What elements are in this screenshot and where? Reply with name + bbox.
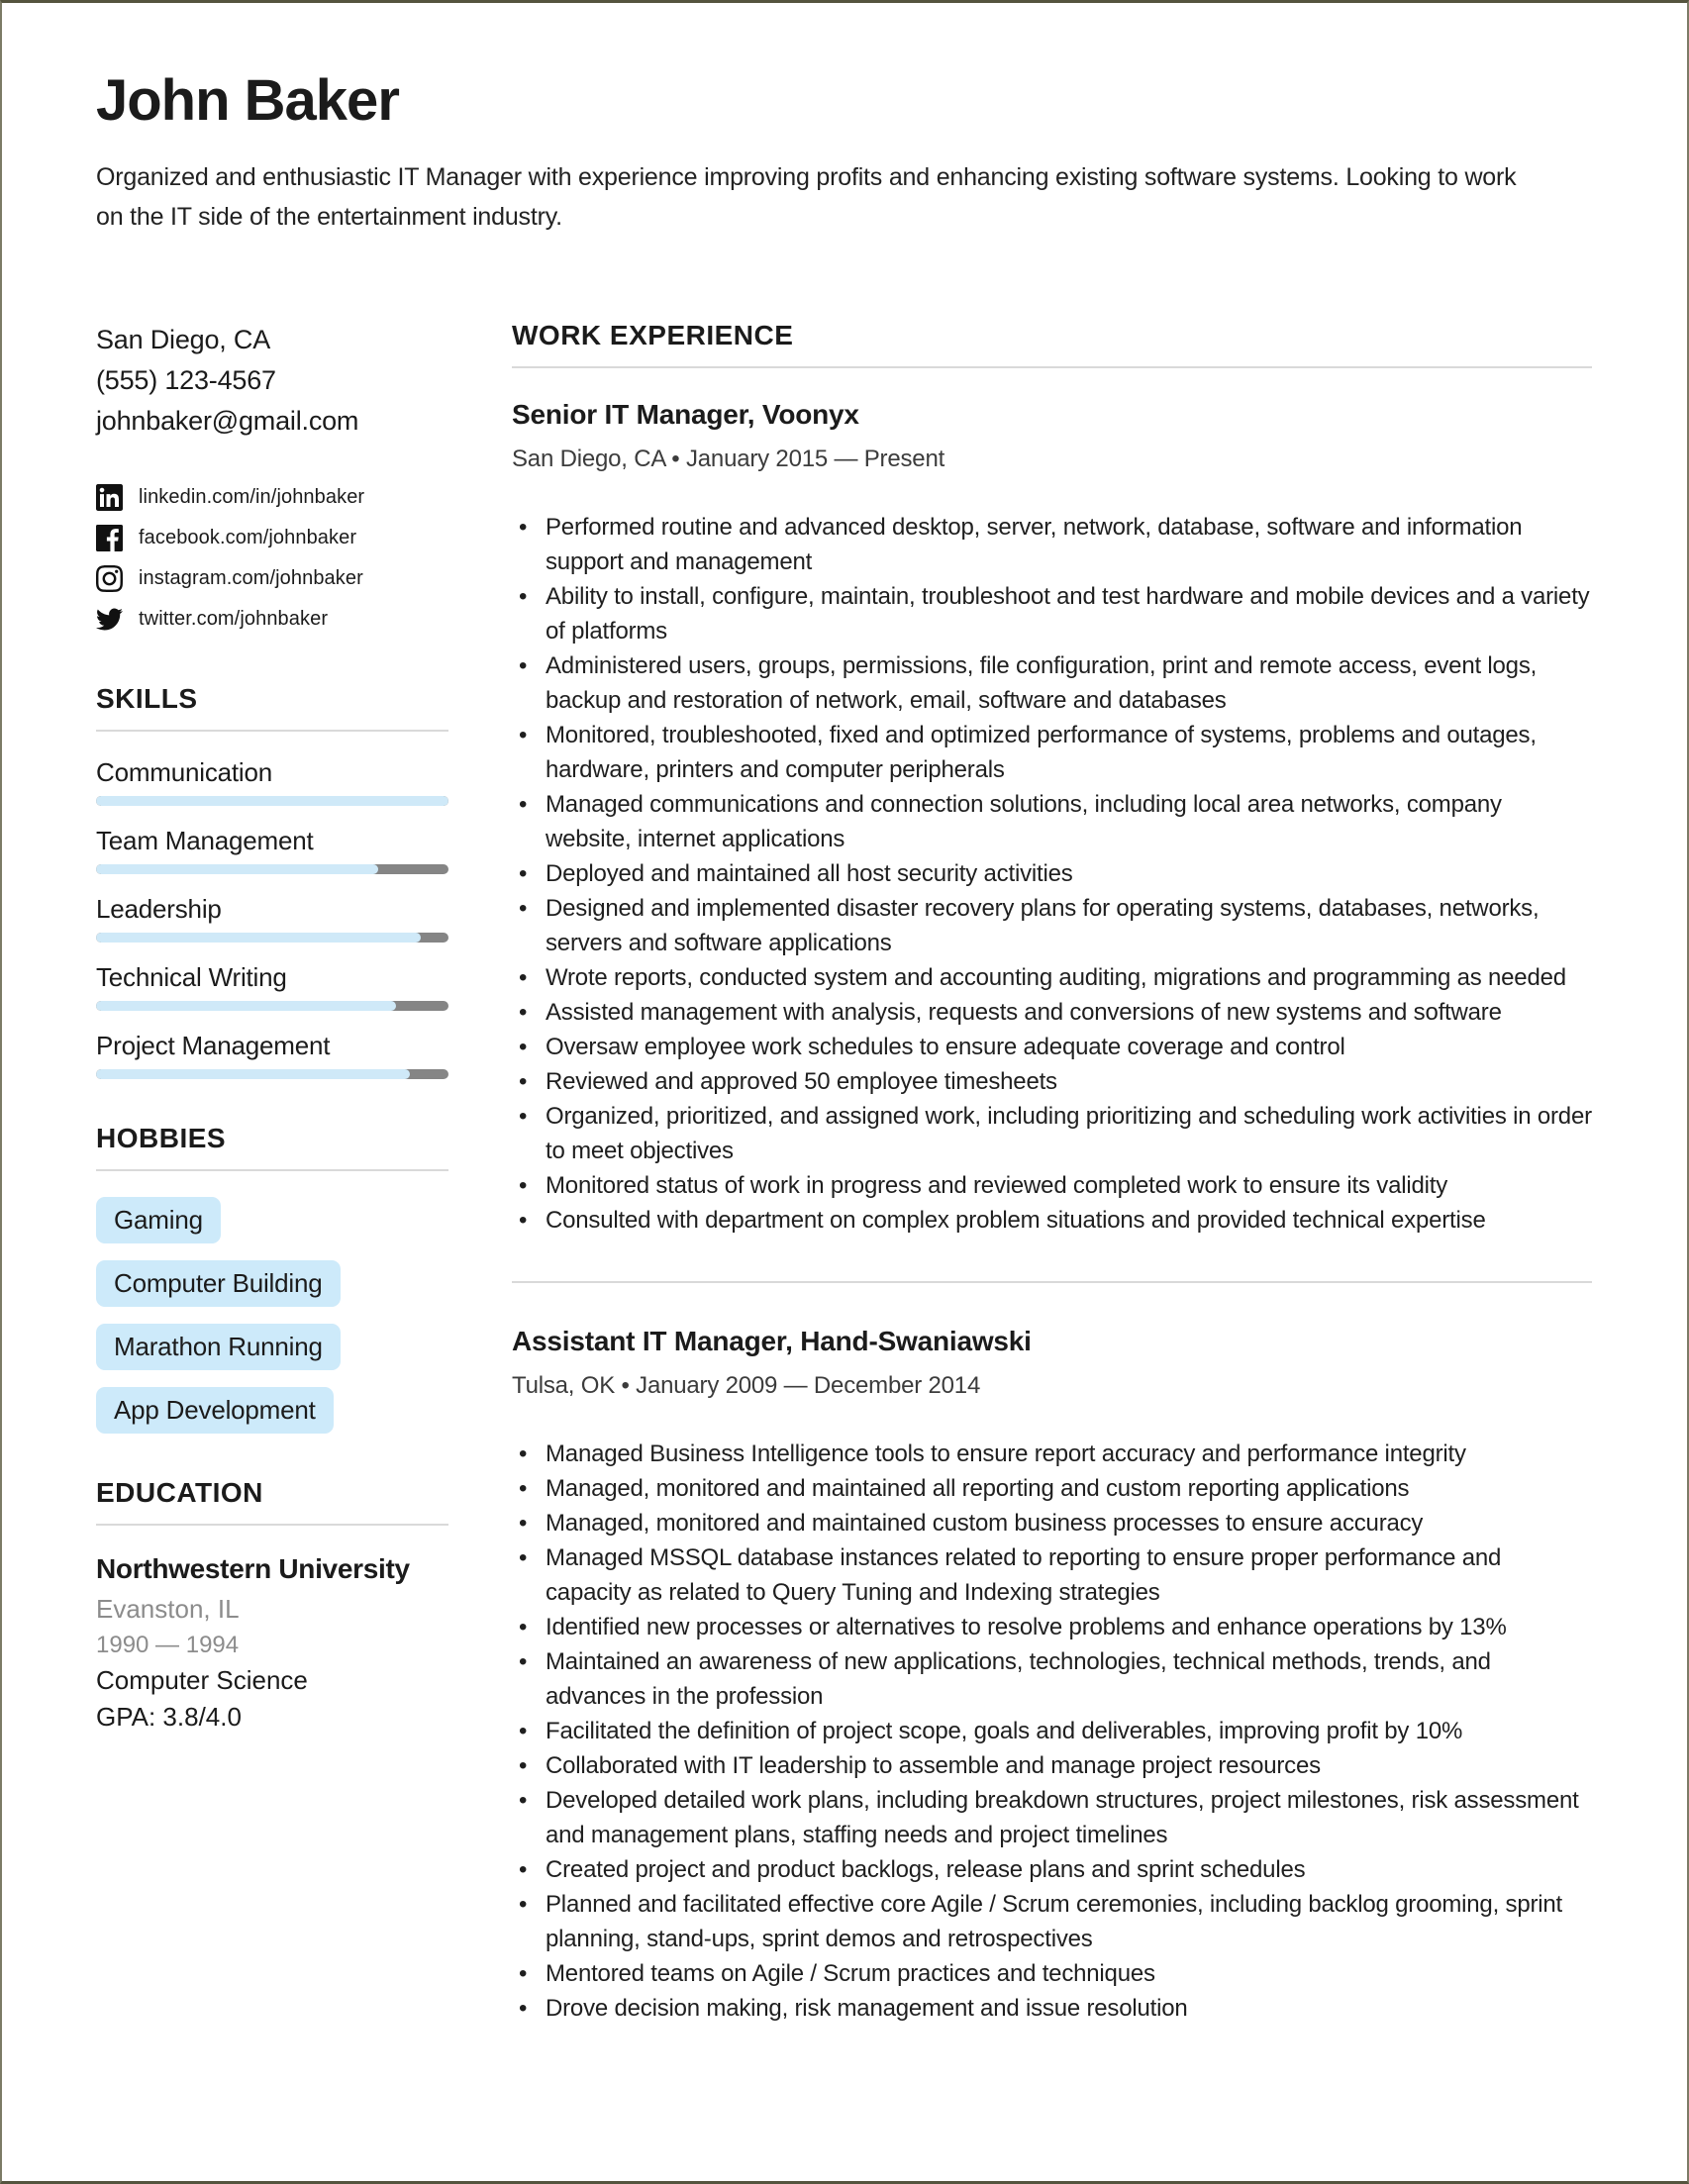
job-entry — [512, 398, 1592, 1238]
job-title: Assistant IT Manager, Hand-Swaniawski — [512, 1326, 1032, 1356]
skill-bar-fill — [96, 796, 448, 806]
skill-bar-track — [96, 1001, 448, 1011]
skill-bar-fill — [96, 933, 421, 943]
bullet-item: • Managed, monitored and maintained all reporting and custom reporting applications — [512, 1471, 1592, 1506]
bullet-item: • Managed MSSQL database instances related to reporting to ensure proper performance and capacity as related to Query Tuning and Indexing strategies — [512, 1540, 1592, 1610]
social-row-instagram[interactable] — [96, 558, 448, 599]
hobby-tag: Computer Building — [96, 1260, 341, 1307]
linkedin-icon — [96, 484, 124, 512]
contact-block — [96, 320, 448, 442]
hobbies-section — [96, 1123, 448, 1434]
bullet-item: • Performed routine and advanced desktop, server, network, database, software and information support and management — [512, 510, 1592, 579]
bullet-item: • Developed detailed work plans, including breakdown structures, project milestones, risk assessment and management plans, staffing needs and project timelines — [512, 1783, 1592, 1852]
bullet-item: • Collaborated with IT leadership to assemble and manage project resources — [512, 1748, 1592, 1783]
bullet-item: • Assisted management with analysis, requests and conversions of new systems and software — [512, 995, 1592, 1030]
skill-bar-track — [96, 933, 448, 943]
hobby-tag: App Development — [96, 1387, 334, 1434]
bullet-item: • Facilitated the definition of project scope, goals and deliverables, improving profit by 10% — [512, 1714, 1592, 1748]
skill-row — [96, 1030, 448, 1079]
skill-label: Leadership — [96, 894, 222, 924]
divider — [96, 1169, 448, 1171]
bullet-item: • Managed, monitored and maintained custom business processes to ensure accuracy — [512, 1506, 1592, 1540]
bullet-item: • Monitored status of work in progress and reviewed completed work to ensure its validity — [512, 1168, 1592, 1203]
bullet-item: • Oversaw employee work schedules to ensure adequate coverage and control — [512, 1030, 1592, 1064]
bullet-item: • Monitored, troubleshooted, fixed and optimized performance of systems, problems and outages, hardware, printers and computer peripherals — [512, 718, 1592, 787]
skill-label: Communication — [96, 757, 273, 787]
bullet-item: • Wrote reports, conducted system and accounting auditing, migrations and programming as needed — [512, 960, 1592, 995]
social-label[interactable]: twitter.com/johnbaker — [139, 608, 329, 630]
main-column — [512, 320, 1592, 2026]
job-meta: San Diego, CA • January 2015 — Present — [512, 446, 945, 472]
skill-label: Technical Writing — [96, 962, 287, 992]
work-experience-heading: WORK EXPERIENCE — [512, 320, 794, 350]
divider — [96, 730, 448, 732]
social-label[interactable]: instagram.com/johnbaker — [139, 567, 363, 589]
hobbies-heading: HOBBIES — [96, 1123, 227, 1153]
candidate-name: John Baker — [96, 68, 399, 133]
skill-bar-fill — [96, 1001, 396, 1011]
summary-text: Organized and enthusiastic IT Manager with experience improving profits and enhancing existing software systems. Looking to work on the IT side of the entertainment industry. — [96, 163, 1517, 231]
bullet-item: • Managed Business Intelligence tools to ensure report accuracy and performance integrity — [512, 1437, 1592, 1471]
education-heading: EDUCATION — [96, 1477, 263, 1508]
bullet-item: • Maintained an awareness of new applications, technologies, technical methods, trends, and advances in the profession — [512, 1644, 1592, 1714]
skill-row — [96, 756, 448, 806]
bullet-item: • Administered users, groups, permissions, file configuration, print and remote access, event logs, backup and restoration of network, email, software and databases — [512, 648, 1592, 718]
hobby-tag: Marathon Running — [96, 1324, 341, 1370]
skill-row — [96, 961, 448, 1011]
contact-phone: (555) 123-4567 — [96, 365, 276, 395]
skills-section — [96, 683, 448, 1079]
instagram-icon — [96, 565, 124, 593]
bullet-item: • Planned and facilitated effective core Agile / Scrum ceremonies, including backlog grooming, sprint planning, stand-ups, sprint demos and retrospectives — [512, 1887, 1592, 1956]
bullet-item: • Drove decision making, risk management and issue resolution — [512, 1991, 1592, 2026]
divider — [96, 1524, 448, 1526]
social-row-linkedin[interactable] — [96, 477, 448, 518]
bullet-item: • Designed and implemented disaster recovery plans for operating systems, databases, networks, servers and software applications — [512, 891, 1592, 960]
jobs-list — [512, 398, 1592, 2026]
bullet-item: • Reviewed and approved 50 employee timesheets — [512, 1064, 1592, 1099]
job-meta: Tulsa, OK • January 2009 — December 2014 — [512, 1372, 981, 1399]
bullet-item: • Mentored teams on Agile / Scrum practices and techniques — [512, 1956, 1592, 1991]
education-gpa: GPA: 3.8/4.0 — [96, 1702, 242, 1732]
job-bullets — [512, 1437, 1592, 2026]
skill-bar-track — [96, 1069, 448, 1079]
skill-row — [96, 893, 448, 943]
education-location: Evanston, IL — [96, 1594, 240, 1624]
education-degree: Computer Science — [96, 1665, 308, 1695]
education-entry — [96, 1551, 448, 1736]
skill-bar-fill — [96, 864, 378, 874]
job-entry — [512, 1281, 1592, 2026]
contact-email[interactable]: johnbaker@gmail.com — [96, 406, 359, 436]
contact-location: San Diego, CA — [96, 325, 270, 354]
facebook-icon — [96, 525, 124, 552]
columns — [96, 320, 1592, 2026]
skill-row — [96, 825, 448, 874]
education-dates: 1990 — 1994 — [96, 1632, 240, 1658]
social-row-facebook[interactable] — [96, 518, 448, 558]
job-bullets — [512, 510, 1592, 1238]
education-school: Northwestern University — [96, 1553, 410, 1584]
hobby-tag: Gaming — [96, 1197, 221, 1243]
bullet-item: • Managed communications and connection solutions, including local area networks, company website, internet applications — [512, 787, 1592, 856]
bullet-item: • Identified new processes or alternatives to resolve problems and enhance operations by 13% — [512, 1610, 1592, 1644]
skill-label: Project Management — [96, 1031, 331, 1060]
bullet-item: • Ability to install, configure, maintain, troubleshoot and test hardware and mobile devices and a variety of platforms — [512, 579, 1592, 648]
bullet-item: • Organized, prioritized, and assigned work, including prioritizing and scheduling work activities in order to meet objectives — [512, 1099, 1592, 1168]
bullet-item: • Consulted with department on complex problem situations and provided technical expertise — [512, 1203, 1592, 1238]
skills-list — [96, 756, 448, 1079]
skill-bar-fill — [96, 1069, 410, 1079]
social-label[interactable]: facebook.com/johnbaker — [139, 527, 357, 548]
skills-heading: SKILLS — [96, 683, 198, 714]
education-section — [96, 1477, 448, 1736]
social-links — [96, 477, 448, 640]
social-label[interactable]: linkedin.com/in/johnbaker — [139, 486, 365, 508]
job-title: Senior IT Manager, Voonyx — [512, 399, 859, 430]
skill-label: Team Management — [96, 826, 314, 855]
skill-bar-track — [96, 796, 448, 806]
skill-bar-track — [96, 864, 448, 874]
twitter-icon — [96, 606, 124, 634]
hobbies-list — [96, 1197, 448, 1434]
social-row-twitter[interactable] — [96, 599, 448, 640]
bullet-item: • Deployed and maintained all host security activities — [512, 856, 1592, 891]
bullet-item: • Created project and product backlogs, release plans and sprint schedules — [512, 1852, 1592, 1887]
sidebar — [96, 320, 448, 2026]
divider — [512, 366, 1592, 368]
